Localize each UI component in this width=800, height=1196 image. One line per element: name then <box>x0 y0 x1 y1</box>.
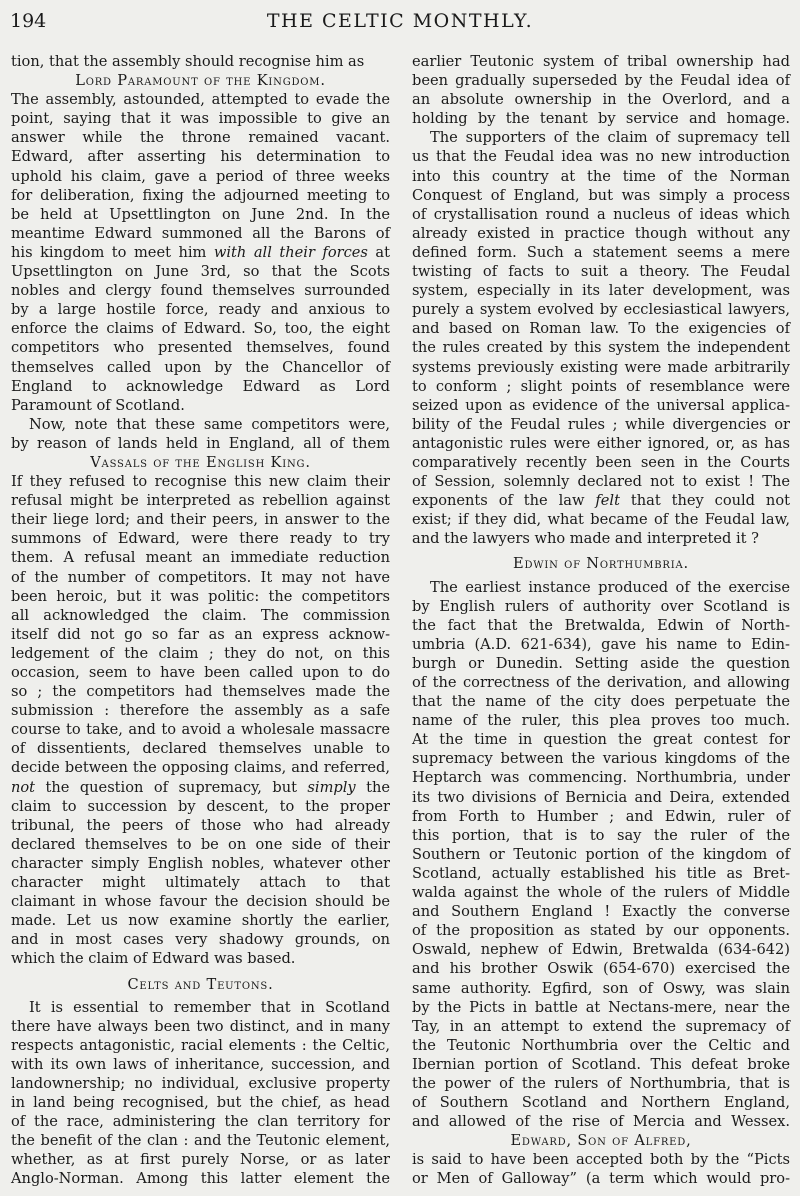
text-line: decide between the opposing claims, and referred, <box>11 759 390 777</box>
text-line: of dissentients, declared themselves unable to <box>11 740 390 758</box>
text-line: of crystallisation round a nucleus of ideas which <box>412 205 790 223</box>
text-line: nobles and clergy found themselves surrounded <box>11 282 390 300</box>
text-line: tion, that the assembly should recognise him as <box>11 53 365 70</box>
text-line: name of the ruler, this plea proves too much. <box>412 712 790 730</box>
text-line: Upsettlington on June 3rd, so that the Scots <box>11 263 390 281</box>
text-line: by the Picts in battle at Nectans-mere, near the <box>412 998 790 1016</box>
emphasis: simply <box>307 778 356 796</box>
text-line: refusal might be interpreted as rebellion against <box>11 492 390 510</box>
text-line: submission : therefore the assembly as a safe <box>11 702 390 720</box>
text-line: Southern or Teutonic portion of the kingdom of <box>412 845 790 863</box>
text-line: character might ultimately attach to that <box>11 874 390 892</box>
emphasis: with all their forces <box>213 243 368 261</box>
text-line: claim to succession by descent, to the proper <box>11 797 390 815</box>
text-line: already existed in practice though without any <box>412 224 790 242</box>
text-line: exponents of the law felt that they could not <box>412 492 790 510</box>
text-line: and based on Roman law. To the exigencies of <box>412 320 790 338</box>
text-line: been heroic, but it was politic: the competitors <box>11 587 390 605</box>
text-line: antagonistic rules were either ignored, or, as has <box>412 434 790 452</box>
text-line: competitors who presented themselves, found <box>11 339 390 357</box>
text-line: ledgement of the claim ; they do not, on this <box>11 644 390 662</box>
right-column <box>412 52 790 1189</box>
text-line: earlier Teutonic system of tribal ownership had <box>412 53 790 70</box>
text-line: landownership; no individual, exclusive property <box>11 1074 390 1092</box>
section-heading: Lord Paramount of the Kingdom. <box>75 72 326 90</box>
text-line: Oswald, nephew of Edwin, Bretwalda (634-642) <box>412 941 790 959</box>
text-line: by reason of lands held in England, all of them <box>11 434 390 452</box>
text-line: declared themselves to be on one side of their <box>11 835 390 853</box>
text-line: same authority. Egfird, son of Oswy, was slain <box>412 979 790 997</box>
text-line: Edward, after asserting his determination to <box>11 148 390 166</box>
text-line: in land being recognised, but the chief, as head <box>11 1094 390 1112</box>
text-line: their liege lord; and their peers, in answer to the <box>11 511 390 529</box>
text-line: to conform ; slight points of resemblance were <box>412 377 790 395</box>
text-line: comparatively recently been seen in the Courts <box>412 453 790 471</box>
text-line: course to take, and to avoid a wholesale massacre <box>11 721 390 739</box>
text-line: character simply English nobles, whatever other <box>11 854 390 872</box>
text-line: If they refused to recognise this new claim their <box>11 473 390 491</box>
text-line: summons of Edward, were there ready to try <box>11 530 390 548</box>
text-line: itself did not go so far as an express acknow- <box>11 625 390 643</box>
text-line: answer while the throne remained vacant. <box>11 129 390 147</box>
text-line: been gradually superseded by the Feudal idea of <box>412 72 790 90</box>
text-line: supremacy between the various kingdoms of the <box>412 750 790 768</box>
section-heading: Vassals of the English King. <box>90 453 311 471</box>
text-line: of the number of competitors. It may not have <box>11 568 390 586</box>
text-line: with its own laws of inheritance, succession, and <box>11 1055 390 1073</box>
text-line: his kingdom to meet him with all their forces at <box>11 243 390 261</box>
emphasis: not <box>11 778 36 796</box>
text-line: of the race, administering the clan territory for <box>11 1113 390 1131</box>
text-line: claimant in whose favour the decision should be <box>11 893 390 911</box>
emphasis: felt <box>595 492 620 510</box>
text-line: enforce the claims of Edward. So, too, the eight <box>11 320 390 338</box>
text-line: and in most cases very shadowy grounds, on <box>11 931 390 949</box>
text-line: its two divisions of Bernicia and Deira, extended <box>412 788 790 806</box>
text-line: twisting of facts to suit a theory. The Feudal <box>412 263 790 281</box>
text-line: England to acknowledge Edward as Lord <box>11 377 390 395</box>
text-line: all acknowledged the claim. The commission <box>11 606 390 624</box>
text-line: The assembly, astounded, attempted to evade the <box>11 91 390 109</box>
text-line: and Southern England ! Exactly the converse <box>412 903 790 921</box>
text-line: by English rulers of authority over Scotland is <box>412 597 790 615</box>
text-line: of Southern Scotland and Northern England, <box>412 1094 790 1112</box>
text-line: seized upon as evidence of the universal applica- <box>412 396 790 414</box>
text-line: uphold his claim, gave a period of three weeks <box>11 167 390 185</box>
text-line: of Session, solemnly declared not to exist ! The <box>412 473 790 491</box>
text-line: which the claim of Edward was based. <box>11 950 296 968</box>
text-line: the fact that the Bretwalda, Edwin of North- <box>412 616 790 634</box>
left-column <box>11 52 390 1189</box>
text-line: so ; the competitors had themselves made the <box>11 683 390 701</box>
page-header <box>10 6 790 36</box>
text-line: and his brother Oswik (654-670) exercised the <box>412 960 790 978</box>
section-heading: Edwin of Northumbria. <box>513 555 689 573</box>
text-line: an absolute ownership in the Overlord, and a <box>412 91 790 109</box>
text-line: respects antagonistic, racial elements : the Celtic, <box>11 1036 390 1054</box>
text-line: from Forth to Humber ; and Edwin, ruler of <box>412 807 790 825</box>
text-line: be held at Upsettlington on June 2nd. In the <box>11 205 390 223</box>
text-line: of the proposition as stated by our opponents. <box>412 922 790 940</box>
text-line: Now, note that these same competitors were, <box>29 415 390 433</box>
page-number: 194 <box>10 10 47 32</box>
text-line: Conquest of England, but was simply a process <box>412 186 790 204</box>
text-line: us that the Feudal idea was no new introduction <box>412 148 790 166</box>
text-line: umbria (A.D. 621-634), gave his name to Edin- <box>412 635 790 653</box>
text-line: for deliberation, fixing the adjourned meeting to <box>11 186 390 204</box>
text-line: Paramount of Scotland. <box>11 396 185 414</box>
text-line: the rules created by this system the independent <box>412 339 790 357</box>
text-line: into this country at the time of the Norman <box>412 167 790 185</box>
section-heading: Celts and Teutons. <box>127 975 274 993</box>
text-line: them. A refusal meant an immediate reduction <box>11 549 390 567</box>
text-line: holding by the tenant by service and homage. <box>412 110 790 128</box>
text-line: walda against the whole of the rulers of Middle <box>412 884 790 902</box>
text-line: this portion, that is to say the ruler of the <box>412 826 790 844</box>
text-line: whether, as at first purely Norse, or as later <box>11 1151 390 1169</box>
text-line: themselves called upon by the Chancellor of <box>11 358 390 376</box>
text-line: the power of the rulers of Northumbria, that is <box>412 1074 790 1092</box>
text-line: made. Let us now examine shortly the earlier, <box>11 912 390 930</box>
text-line: exist; if they did, what became of the Feudal law, <box>412 511 790 529</box>
text-line: systems previously existing were made arbitrarily <box>412 358 790 376</box>
text-line: occasion, seem to have been called upon to do <box>11 664 390 681</box>
text-line: At the time in question the great contest for <box>412 731 790 749</box>
text-line: system, especially in its later development, was <box>412 282 790 300</box>
text-line: of the correctness of the derivation, and allowing <box>412 674 790 691</box>
text-line: there have always been two distinct, and in many <box>11 1017 390 1035</box>
text-line: Tay, in an attempt to extend the supremacy of <box>412 1017 790 1035</box>
text-line: Heptarch was commencing. Northumbria, under <box>412 769 790 787</box>
text-line: defined form. Such a statement seems a mere <box>412 243 790 261</box>
text-line: Ibernian portion of Scotland. This defeat broke <box>412 1055 790 1073</box>
text-line: and allowed of the rise of Mercia and Wessex. <box>412 1113 790 1131</box>
section-heading: Edward, Son of Alfred, <box>510 1132 692 1150</box>
text-line: not the question of supremacy, but simply the <box>11 778 390 796</box>
text-line: It is essential to remember that in Scotland <box>29 998 390 1016</box>
running-title: THE CELTIC MONTHLY. <box>266 10 534 32</box>
text-line: Scotland, actually established his title as Bret- <box>412 864 790 882</box>
text-line: Anglo-Norman. Among this latter element the <box>11 1170 390 1188</box>
text-line: is said to have been accepted both by the “Picts <box>412 1151 790 1169</box>
text-line: or Men of Galloway” (a term which would pro- <box>412 1170 790 1188</box>
text-line: The supporters of the claim of supremacy tell <box>430 129 790 147</box>
text-line: tribunal, the peers of those who had already <box>11 816 390 834</box>
text-line: The earliest instance produced of the exercise <box>430 578 790 596</box>
text-line: point, saying that it was impossible to give an <box>11 110 390 128</box>
text-line: meantime Edward summoned all the Barons of <box>11 224 390 242</box>
text-line: purely a system evolved by ecclesiastical lawyers, <box>412 301 790 319</box>
text-line: by a large hostile force, ready and anxious to <box>11 301 390 319</box>
text-line: the Teutonic Northumbria over the Celtic and <box>412 1036 790 1054</box>
text-line: and the lawyers who made and interpreted it ? <box>412 530 759 548</box>
text-line: bility of the Feudal rules ; while divergencies or <box>412 415 790 433</box>
text-line: burgh or Dunedin. Setting aside the question <box>412 654 790 672</box>
text-line: that the name of the city does perpetuate the <box>412 693 790 711</box>
text-line: the benefit of the clan : and the Teutonic element, <box>11 1132 390 1150</box>
